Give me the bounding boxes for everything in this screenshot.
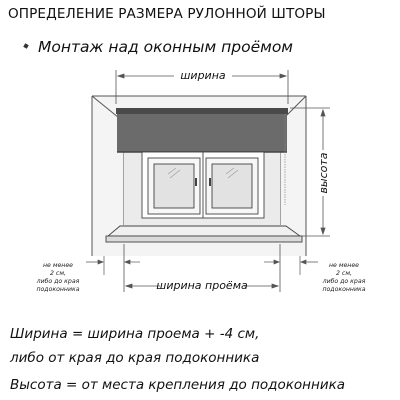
window-handle-left xyxy=(195,178,197,186)
page-title: ОПРЕДЕЛЕНИЕ РАЗМЕРА РУЛОННОЙ ШТОРЫ xyxy=(8,6,326,22)
opening-width-label: ширина проёма xyxy=(156,279,248,292)
left-note-line-3: либо до края xyxy=(36,278,80,285)
formula-height: Высота = от места крепления до подоконника xyxy=(10,377,346,393)
right-note-line-3: либо до края xyxy=(322,278,366,285)
left-note-line-1: не менее xyxy=(43,262,73,269)
formula-width: Ширина = ширина проема + -4 см, xyxy=(10,326,260,342)
height-label: высота xyxy=(317,152,330,194)
window-sill-edge xyxy=(106,236,302,242)
left-margin-dimension xyxy=(86,256,140,275)
formula-width-alt: либо от края до края подоконника xyxy=(10,350,260,366)
left-note-line-4: подоконника xyxy=(36,286,80,293)
right-note-line-2: 2 см, xyxy=(336,270,352,277)
window-handle-right xyxy=(209,178,211,186)
page-subtitle: Монтаж над оконным проёмом xyxy=(38,38,294,56)
blind-cassette xyxy=(116,108,288,114)
right-note-line-1: не менее xyxy=(329,262,359,269)
window-sill xyxy=(108,226,300,236)
width-label: ширина xyxy=(180,69,226,82)
window-frame xyxy=(142,152,264,218)
right-note-line-4: подоконника xyxy=(322,286,366,293)
blind-fabric xyxy=(117,114,287,152)
right-margin-dimension xyxy=(264,256,318,275)
left-note-line-2: 2 см, xyxy=(50,270,66,277)
